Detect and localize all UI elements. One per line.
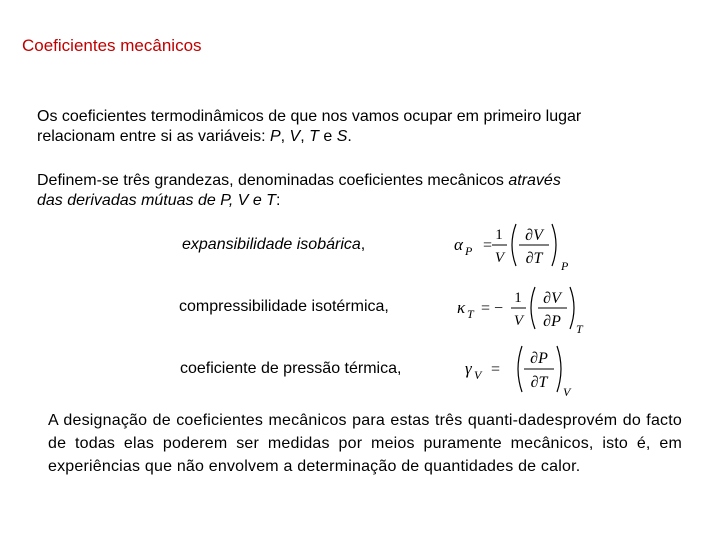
coef-label-compressibility <box>179 298 389 316</box>
formula-subscript: V <box>474 368 482 382</box>
right-paren <box>570 287 574 329</box>
coef-label-text: expansibilidade isobárica <box>182 236 361 253</box>
intro-line-2 <box>37 127 581 147</box>
formula-compressibility <box>455 283 585 335</box>
formula-coef-denominator: V <box>494 250 505 266</box>
right-paren <box>552 224 556 266</box>
formula-equals: = <box>483 237 493 254</box>
variable-v: V <box>289 128 301 145</box>
period: . <box>347 128 352 145</box>
left-paren <box>518 346 522 392</box>
formula-held-variable: V <box>563 385 571 398</box>
formula-symbol: κ <box>457 298 466 317</box>
formula-derivative-denominator: ∂P <box>543 313 561 330</box>
formula-held-variable: P <box>561 259 569 272</box>
colon: : <box>275 192 281 209</box>
coef-label-text: compressibilidade isotérmica <box>179 298 385 315</box>
formula-derivative-numerator: ∂V <box>543 290 561 307</box>
variable-t: T <box>309 128 319 145</box>
intro-line-1: Os coeficientes termodinâmicos de que nos vamos ocupar em primeiro lugar <box>37 108 582 125</box>
formula-subscript: T <box>467 307 474 321</box>
formula-subscript: P <box>465 244 473 258</box>
definition-line-2 <box>37 191 561 211</box>
formula-expansibility <box>452 220 582 272</box>
intro-paragraph <box>37 107 581 147</box>
definition-line-1 <box>37 171 561 191</box>
formula-symbol: α <box>454 235 463 254</box>
formula-equals: = <box>491 361 501 378</box>
comma: , <box>397 360 402 377</box>
formula-derivative-denominator: ∂T <box>530 374 548 391</box>
intro-line-2-text: relacionam entre si as variáveis: <box>37 128 270 145</box>
conjunction: e <box>318 128 337 145</box>
definition-paragraph <box>37 171 561 211</box>
left-paren <box>531 287 535 329</box>
coef-label-expansibility <box>182 236 365 254</box>
right-paren <box>557 346 561 392</box>
formula-held-variable: T <box>576 322 583 335</box>
formula-derivative-numerator: ∂P <box>530 350 548 367</box>
formula-symbol: γ <box>465 359 472 378</box>
formula-thermal-pressure <box>463 342 583 398</box>
formula-coef-numerator: 1 <box>495 227 503 243</box>
definition-line-1-text: Definem-se três grandezas, denominadas coeficientes mecânicos <box>37 172 509 189</box>
separator: , <box>280 128 290 145</box>
slide-title: Coeficientes mecânicos <box>22 36 202 55</box>
formula-coef-numerator: 1 <box>514 290 522 306</box>
formula-equals: = − <box>481 300 504 317</box>
comma: , <box>384 298 389 315</box>
formula-derivative-numerator: ∂V <box>525 227 543 244</box>
separator: , <box>300 128 310 145</box>
coef-label-thermal-pressure <box>180 360 401 378</box>
comma: , <box>360 236 366 253</box>
formula-derivative-denominator: ∂T <box>525 250 543 267</box>
variable-p: P <box>269 128 281 145</box>
coef-label-text: coeficiente de pressão térmica <box>180 360 397 377</box>
formula-coef-denominator: V <box>513 313 524 329</box>
variable-s: S <box>336 128 348 145</box>
left-paren <box>512 224 516 266</box>
definition-line-2-italic: das derivadas mútuas de P, V e T <box>37 192 276 209</box>
definition-line-1-italic: através <box>508 172 561 189</box>
footer-paragraph: A designação de coeficientes mecânicos para estas três quanti-dadesprovém do facto de todas elas poderem ser medidas por meios puramente mecânicos, isto é, em experiências que não envolvem a determinação de quantidades de calor. <box>48 412 682 475</box>
